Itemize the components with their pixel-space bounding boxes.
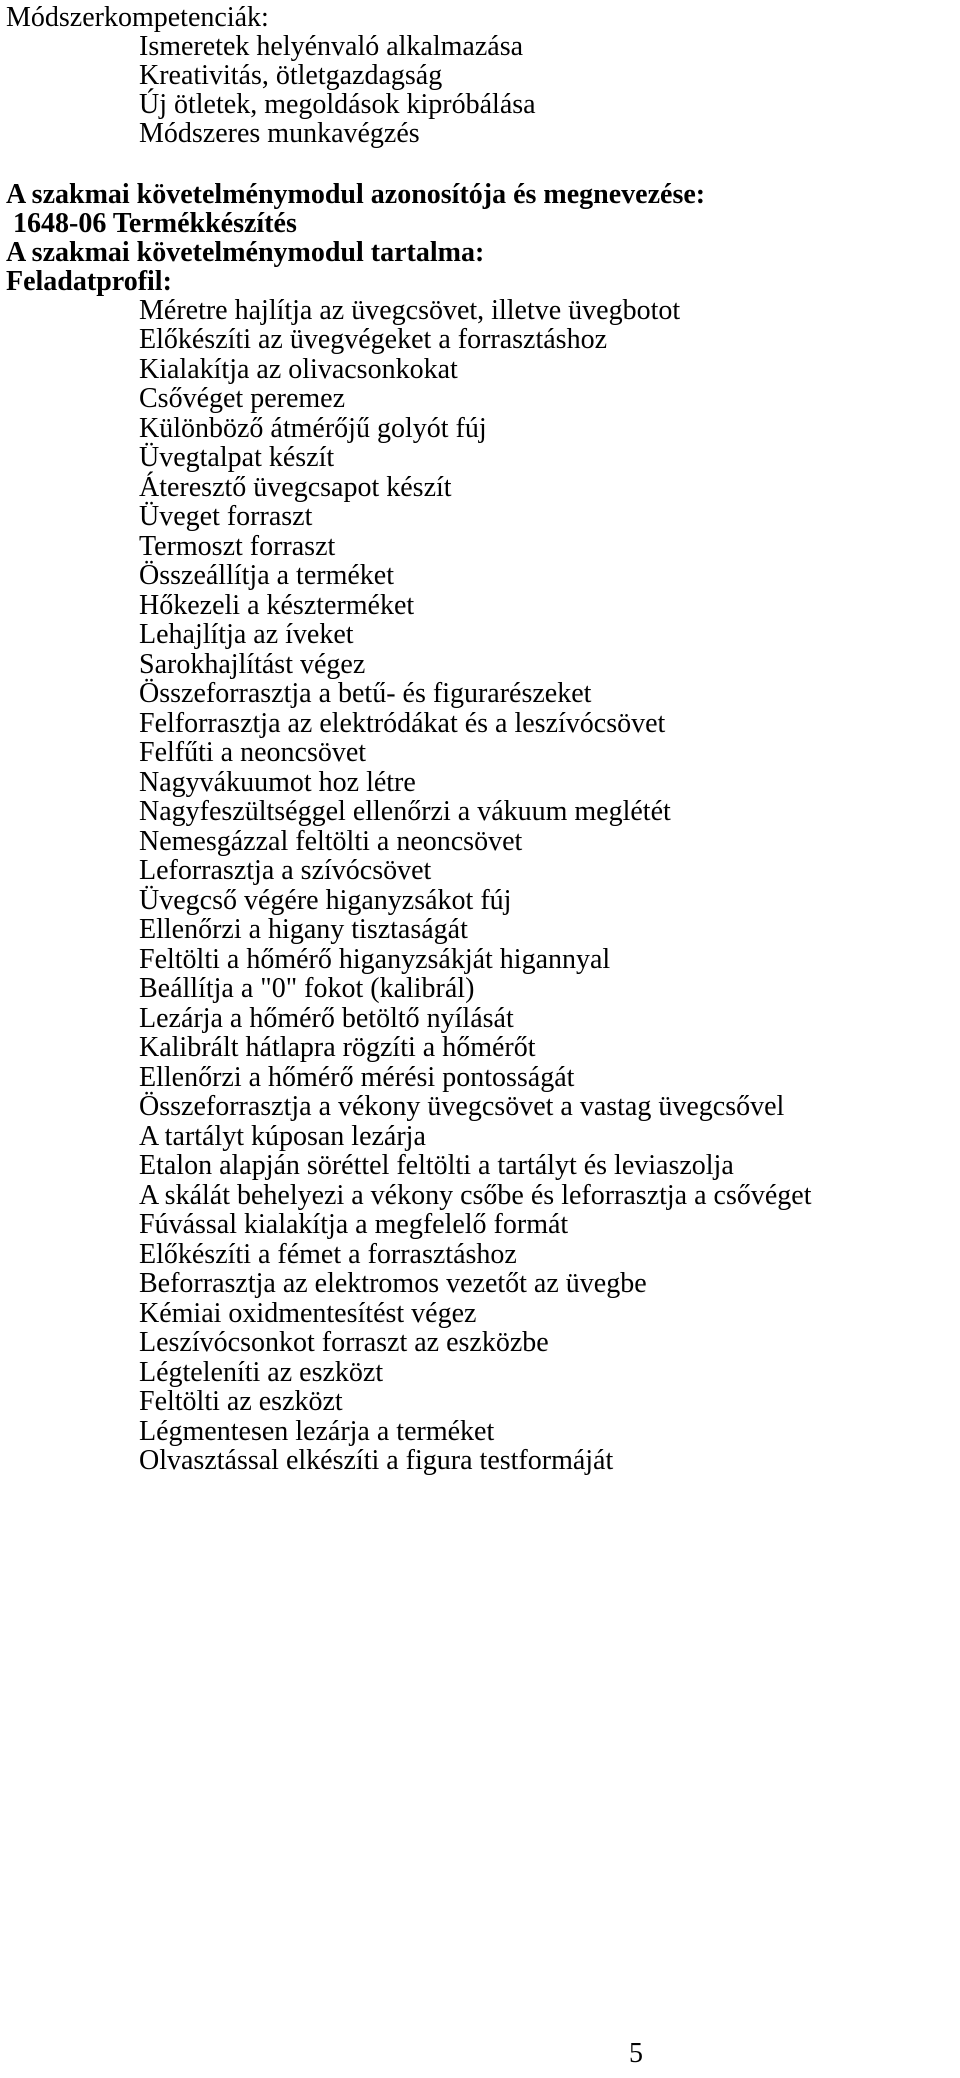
task-item: Beállítja a "0" fokot (kalibrál) [139,973,475,1004]
task-item: A tartályt kúposan lezárja [139,1121,426,1152]
task-item: Olvasztással elkészíti a figura testformáját [139,1445,614,1476]
task-profile-heading: Feladatprofil: [6,266,172,297]
task-item: Leszívócsonkot forraszt az eszközbe [139,1327,549,1358]
task-item: Előkészíti a fémet a forrasztáshoz [139,1239,517,1270]
task-item: Légmentesen lezárja a terméket [139,1416,495,1447]
task-item: Beforrasztja az elektromos vezetőt az üvegbe [139,1268,647,1299]
module-id-heading: A szakmai követelménymodul azonosítója és megnevezése: [6,179,706,210]
module-id-value: 1648-06 Termékkészítés [6,208,297,239]
task-item: Feltölti az eszközt [139,1386,343,1417]
task-item: Sarokhajlítást végez [139,649,366,680]
task-item: Nemesgázzal feltölti a neoncsövet [139,826,523,857]
task-item: Felfűti a neoncsövet [139,737,367,768]
method-competencies-heading: Módszerkompetenciák: [6,2,269,33]
task-item: Kalibrált hátlapra rögzíti a hőmérőt [139,1032,536,1063]
task-item: A skálát behelyezi a vékony csőbe és leforrasztja a csővéget [139,1180,812,1211]
task-item: Üvegtalpat készít [139,442,335,473]
task-item: Termoszt forraszt [139,531,336,562]
task-item: Különböző átmérőjű golyót fúj [139,413,487,444]
module-content-heading: A szakmai követelménymodul tartalma: [6,237,485,268]
competency-item: Új ötletek, megoldások kipróbálása [139,89,536,120]
task-item: Felforrasztja az elektródákat és a leszívócsövet [139,708,666,739]
task-item: Méretre hajlítja az üvegcsövet, illetve üvegbotot [139,295,681,326]
task-item: Összeforrasztja a betű- és figurarészeket [139,678,592,709]
task-item: Ellenőrzi a higany tisztaságát [139,914,468,945]
task-item: Fúvással kialakítja a megfelelő formát [139,1209,569,1240]
task-item: Etalon alapján söréttel feltölti a tartályt és leviaszolja [139,1150,734,1181]
page-number: 5 [629,2038,643,2069]
task-item: Csővéget peremez [139,383,346,414]
task-item: Leforrasztja a szívócsövet [139,855,432,886]
task-item: Előkészíti az üvegvégeket a forrasztáshoz [139,324,608,355]
task-item: Kialakítja az olivacsonkokat [139,354,458,385]
competency-item: Módszeres munkavégzés [139,118,420,149]
task-item: Légteleníti az eszközt [139,1357,384,1388]
task-item: Összeforrasztja a vékony üvegcsövet a vastag üvegcsővel [139,1091,785,1122]
task-item: Ellenőrzi a hőmérő mérési pontosságát [139,1062,575,1093]
task-item: Feltölti a hőmérő higanyzsákját higannyal [139,944,611,975]
task-item: Üveget forraszt [139,501,313,532]
task-item: Lezárja a hőmérő betöltő nyílását [139,1003,514,1034]
task-item: Nagyfeszültséggel ellenőrzi a vákuum meglétét [139,796,671,827]
competency-item: Ismeretek helyénvaló alkalmazása [139,31,524,62]
task-item: Összeállítja a terméket [139,560,394,591]
task-item: Lehajlítja az íveket [139,619,354,650]
competency-item: Kreativitás, ötletgazdagság [139,60,443,91]
task-item: Kémiai oxidmentesítést végez [139,1298,477,1329]
task-item: Áteresztő üvegcsapot készít [139,472,452,503]
task-item: Üvegcső végére higanyzsákot fúj [139,885,512,916]
task-item: Nagyvákuumot hoz létre [139,767,416,798]
task-item: Hőkezeli a készterméket [139,590,415,621]
